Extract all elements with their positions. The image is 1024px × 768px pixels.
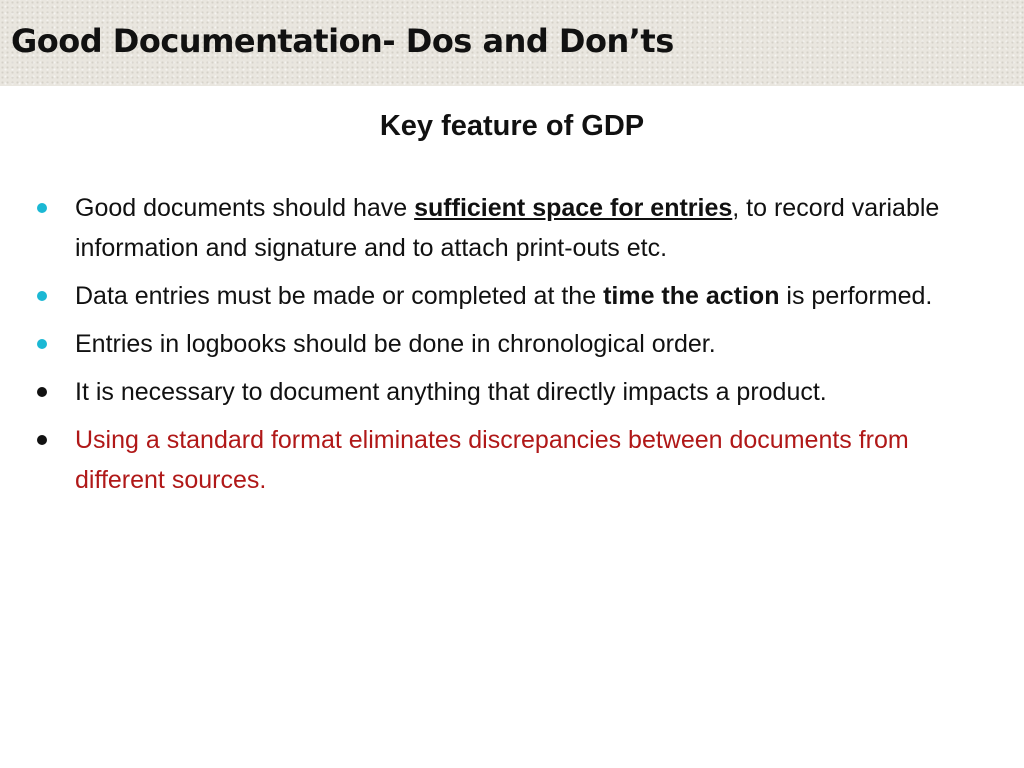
bullet-dot-icon [37, 203, 47, 213]
bullet-emphasis: sufficient space for entries [414, 194, 733, 222]
slide-subtitle: Key feature of GDP [379, 110, 645, 142]
bullet-text: Data entries must be made or completed at the [75, 282, 604, 310]
bullet-text: Using a standard format eliminates discrepancies between documents from different sources. [75, 426, 909, 494]
bullet-item [0, 324, 1024, 364]
slide-title: Good Documentation- Dos and Don’ts [11, 22, 674, 60]
bullet-dot-icon [37, 291, 47, 301]
bullet-dot-icon [37, 387, 47, 397]
bullet-item [0, 372, 1024, 412]
bullet-text: Good documents should have [75, 194, 415, 222]
bullet-item [0, 276, 1024, 316]
bullet-dot-icon [37, 435, 47, 445]
title-bar [0, 0, 1024, 86]
bullet-text: is performed. [779, 282, 933, 310]
bullet-text: It is necessary to document anything that directly impacts a product. [75, 378, 827, 406]
bullet-emphasis: time the action [603, 282, 780, 310]
bullet-text: , to record variable information and signature and to attach print-outs etc. [75, 194, 940, 262]
bullet-text: Entries in logbooks should be done in chronological order. [75, 330, 716, 358]
bullet-list [0, 188, 1024, 500]
bullet-item [0, 420, 1024, 500]
bullet-dot-icon [37, 339, 47, 349]
bullet-item [0, 188, 1024, 268]
